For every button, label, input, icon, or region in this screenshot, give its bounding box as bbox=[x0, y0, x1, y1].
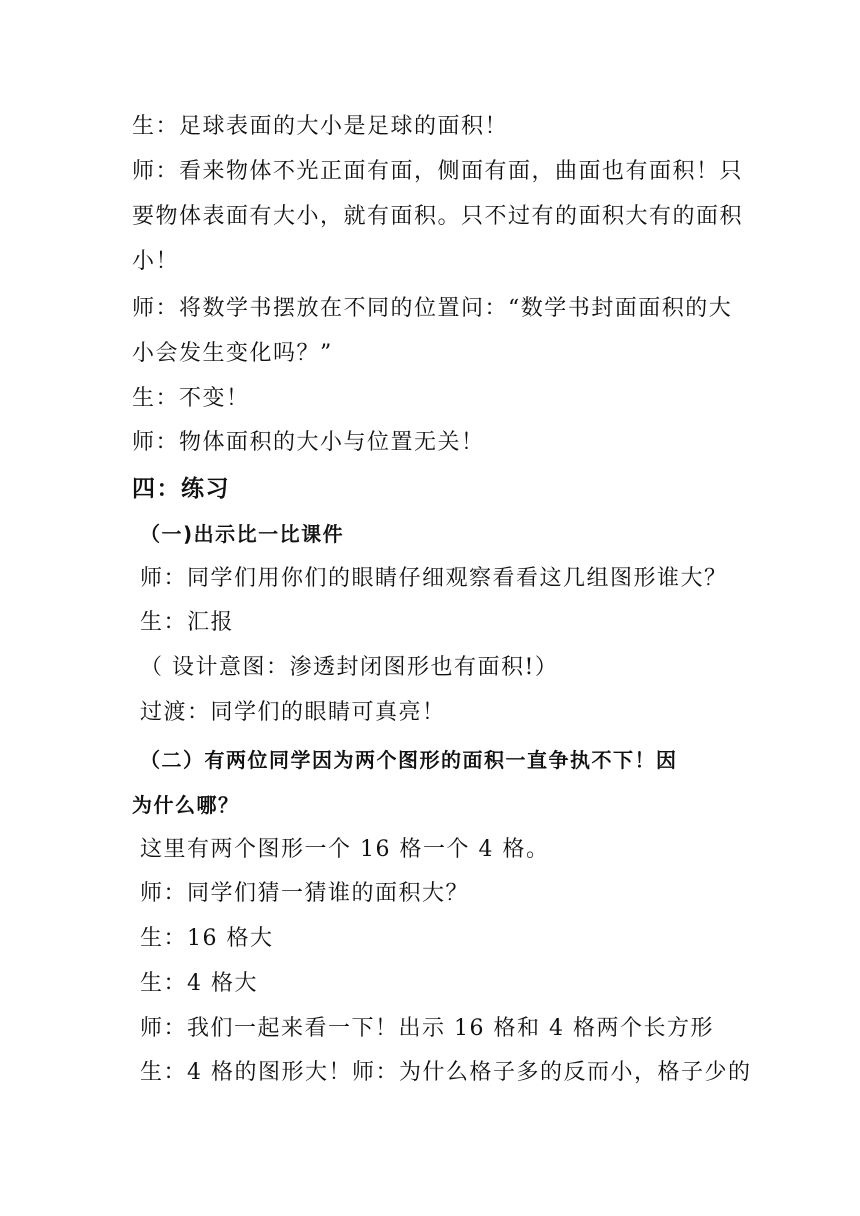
dialogue-line-student-unchanged: 生：不变！ bbox=[132, 386, 250, 411]
dialogue-line-student-football: 生：足球表面的大小是足球的面积！ bbox=[132, 114, 509, 139]
dialogue-line-teacher-book: 师：将数学书摆放在不同的位置问：“数学书封面面积的大 bbox=[132, 296, 733, 321]
dialogue-line-student-report: 生：汇报 bbox=[140, 610, 235, 635]
dialogue-line-continuation: 要物体表面有大小，就有面积。只不过有的面积大有的面积 bbox=[132, 204, 744, 229]
section-heading-practice: 四：练习 bbox=[132, 476, 230, 502]
dialogue-line-student-4: 生：4 格大 bbox=[140, 971, 258, 996]
dialogue-line-teacher-surface: 师：看来物体不光正面有面，侧面有面，曲面也有面积！只 bbox=[132, 159, 744, 184]
dialogue-line-teacher-position: 师：物体面积的大小与位置无关！ bbox=[132, 430, 485, 455]
subsection-heading-two-shapes: （二）有两位同学因为两个图形的面积一直争执不下！因 bbox=[140, 748, 678, 772]
dialogue-line-continuation: 小会发生变化吗？” bbox=[132, 341, 333, 366]
dialogue-line-student-16: 生：16 格大 bbox=[140, 926, 274, 951]
dialogue-line-teacher-show: 师：我们一起来看一下！出示 16 格和 4 格两个长方形 bbox=[140, 1016, 714, 1041]
subsection-heading-continuation: 为什么哪？ bbox=[132, 793, 240, 817]
transition-line: 过渡：同学们的眼睛可真亮！ bbox=[140, 700, 446, 725]
dialogue-line-continuation: 小！ bbox=[132, 249, 180, 274]
dialogue-line-student-answer: 生：4 格的图形大！师：为什么格子多的反而小，格子少的 bbox=[140, 1060, 752, 1085]
dialogue-line-teacher-observe: 师：同学们用你们的眼睛仔细观察看看这几组图形谁大？ bbox=[140, 566, 728, 591]
narration-two-shapes: 这里有两个图形一个 16 格一个 4 格。 bbox=[140, 837, 550, 862]
dialogue-line-teacher-guess: 师：同学们猜一猜谁的面积大？ bbox=[140, 881, 470, 906]
subsection-heading-compare: （一)出示比一比课件 bbox=[140, 522, 345, 546]
design-intent-note: （ 设计意图：渗透封闭图形也有面积!） bbox=[140, 655, 559, 680]
